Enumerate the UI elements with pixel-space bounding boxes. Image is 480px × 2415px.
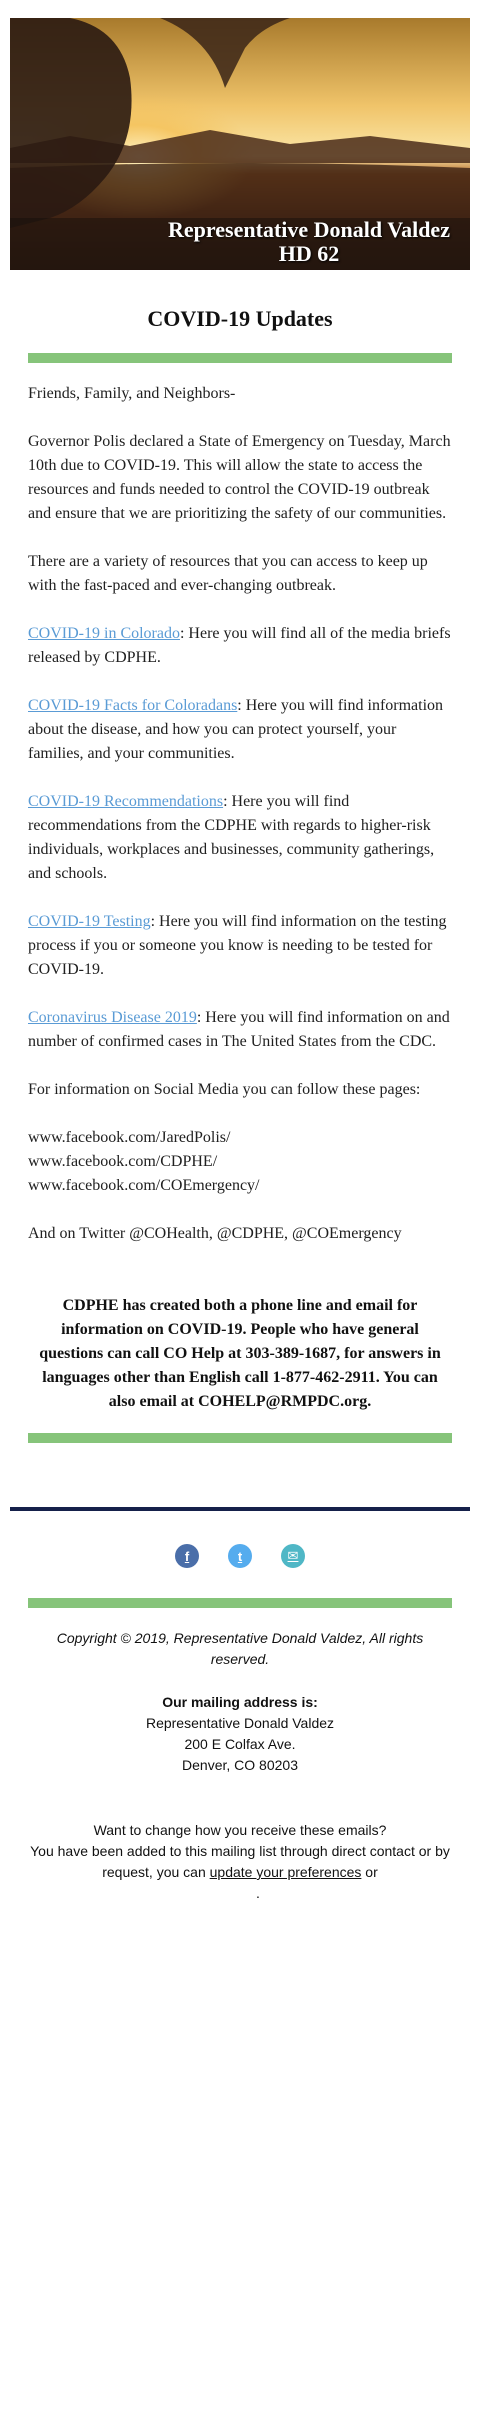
header-banner-image bbox=[10, 18, 470, 270]
link-covid-facts[interactable]: COVID-19 Facts for Coloradans bbox=[28, 697, 238, 714]
resource-description: : Here you will find information on and number of confirmed cases in The United States from the CDC. bbox=[28, 1009, 450, 1050]
resource-item bbox=[28, 694, 452, 766]
accent-divider bbox=[28, 353, 452, 363]
help-callout: CDPHE has created both a phone line and email for information on COVID-19. People who have general questions can call CO Help at 303-389-1687, for answers in languages other than English call 1-877-462-2911. You can also email at COHELP@RMPDC.org. bbox=[39, 1297, 441, 1410]
update-preferences-link[interactable]: update your preferences bbox=[209, 1864, 362, 1880]
link-covid-in-colorado[interactable]: COVID-19 in Colorado bbox=[28, 625, 180, 642]
accent-divider bbox=[28, 1433, 452, 1443]
intro-paragraph: Governor Polis declared a State of Emergency on Tuesday, March 10th due to COVID-19. This will allow the state to access the resources and funds needed to control the COVID-19 outbreak and ensure that we are prioritizing the safety of our communities. bbox=[28, 433, 451, 522]
change-text-end: or bbox=[361, 1864, 378, 1880]
email-icon[interactable]: ✉ bbox=[281, 1544, 305, 1568]
resource-item bbox=[28, 1006, 452, 1054]
mailing-heading: Our mailing address is: bbox=[162, 1694, 318, 1710]
header-caption-name: Representative Donald Valdez bbox=[168, 217, 450, 242]
facebook-icon[interactable]: f bbox=[175, 1544, 199, 1568]
address-line: 200 E Colfax Ave. bbox=[184, 1736, 296, 1752]
address-line: Representative Donald Valdez bbox=[145, 1715, 335, 1731]
facebook-page: www.facebook.com/CDPHE/ bbox=[28, 1153, 218, 1170]
link-covid-recommendations[interactable]: COVID-19 Recommendations bbox=[28, 793, 224, 810]
footer-divider bbox=[10, 1507, 470, 1511]
trailing-dot: . bbox=[256, 1885, 260, 1901]
change-preferences-text bbox=[28, 1841, 452, 1883]
resource-description: : Here you will find recommendations from the CDPHE with regards to higher-risk individuals, workplaces and businesses, community gatherings, and schools. bbox=[28, 793, 435, 882]
header-caption bbox=[154, 218, 464, 266]
resource-item bbox=[28, 622, 452, 670]
facebook-page: www.facebook.com/COEmergency/ bbox=[28, 1177, 260, 1194]
twitter-handles: And on Twitter @COHealth, @CDPHE, @COEmergency bbox=[28, 1225, 402, 1242]
facebook-page: www.facebook.com/JaredPolis/ bbox=[28, 1129, 231, 1146]
facebook-page-list bbox=[28, 1126, 452, 1198]
resource-description: : Here you will find information about the disease, and how you can protect yourself, your families, and your communities. bbox=[28, 697, 444, 762]
link-covid-testing[interactable]: COVID-19 Testing bbox=[28, 913, 151, 930]
greeting: Friends, Family, and Neighbors- bbox=[28, 385, 236, 402]
address-line: Denver, CO 80203 bbox=[182, 1757, 298, 1773]
resource-description: : Here you will find information on the testing process if you or someone you know is needing to be tested for COVID-19. bbox=[28, 913, 447, 978]
header-caption-district: HD 62 bbox=[278, 241, 340, 266]
page-title: COVID-19 Updates bbox=[147, 306, 333, 331]
accent-divider bbox=[28, 1598, 452, 1608]
copyright: Copyright © 2019, Representative Donald Valdez, All rights reserved. bbox=[56, 1630, 424, 1667]
change-text: You have been added to this mailing list through direct contact or by request, you can bbox=[30, 1843, 450, 1880]
resources-intro: There are a variety of resources that you can access to keep up with the fast-paced and ever-changing outbreak. bbox=[28, 553, 428, 594]
resource-description: : Here you will find all of the media briefs released by CDPHE. bbox=[28, 625, 451, 666]
twitter-icon[interactable]: t bbox=[228, 1544, 252, 1568]
change-heading: Want to change how you receive these emails? bbox=[93, 1822, 387, 1838]
link-coronavirus-disease-2019[interactable]: Coronavirus Disease 2019 bbox=[28, 1009, 197, 1026]
social-intro: For information on Social Media you can follow these pages: bbox=[28, 1081, 421, 1098]
resource-item bbox=[28, 790, 452, 886]
resource-item bbox=[28, 910, 452, 982]
